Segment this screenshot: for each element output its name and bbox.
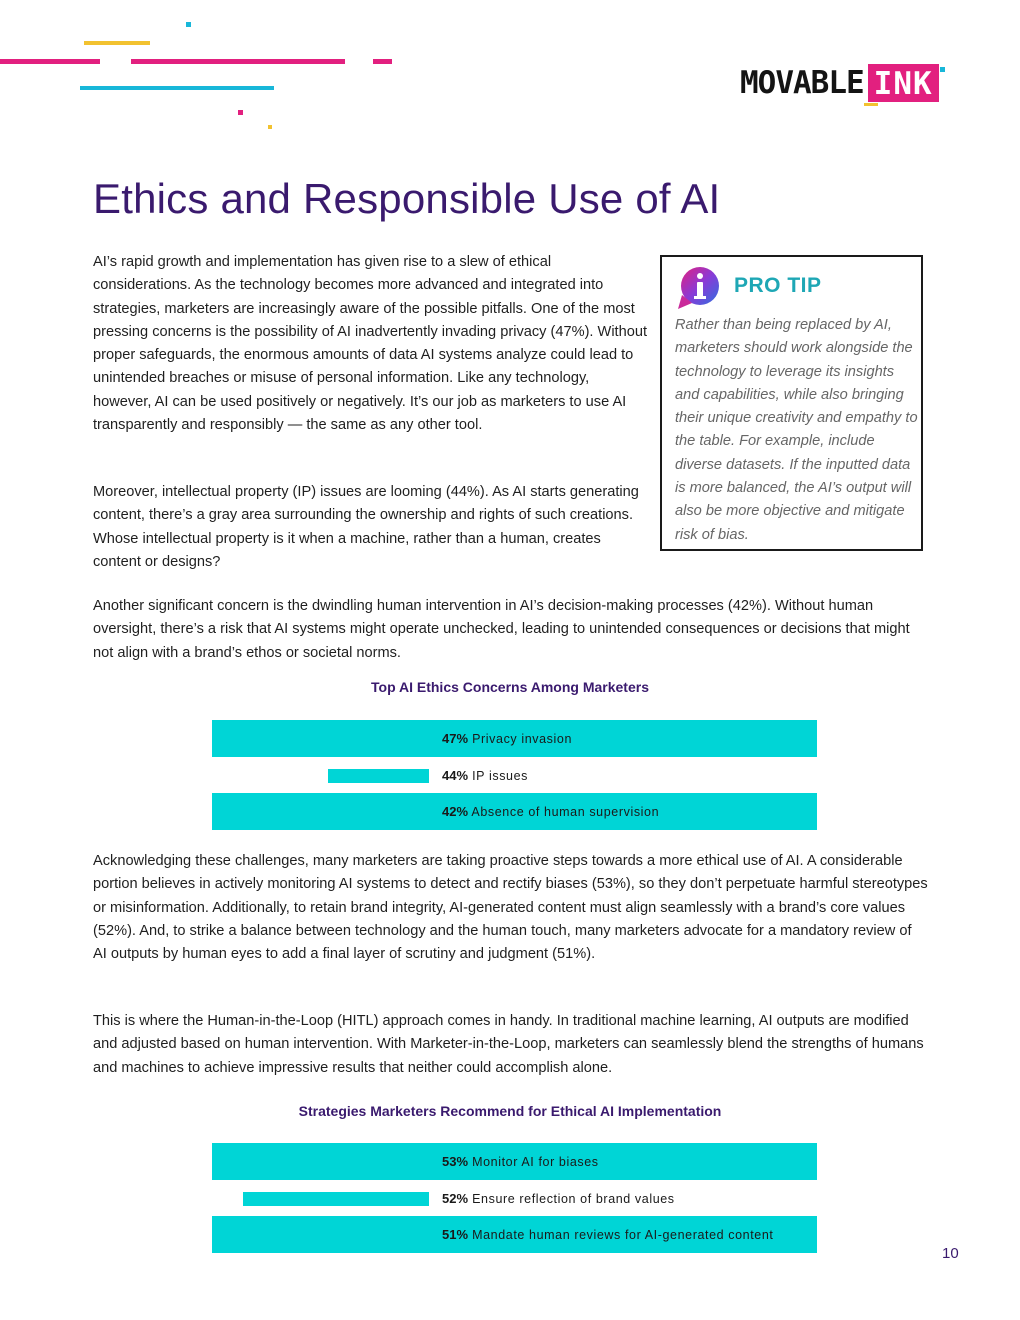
bar-row	[212, 1180, 817, 1217]
decorative-line-magenta	[373, 59, 392, 64]
decorative-line-magenta	[131, 59, 345, 64]
bar-label	[442, 793, 659, 830]
decorative-dot-magenta	[238, 110, 243, 115]
body-paragraph-2: Moreover, intellectual property (IP) issues are looming (44%). As AI starts generating content, there’s a gray area surrounding the ownership and rights of such creations. Whose intellectual property is it when a machine, rather than a human, creates content or designs?	[93, 484, 639, 570]
body-paragraph-5: This is where the Human-in-the-Loop (HITL) approach comes in handy. In traditional machine learning, AI outputs are modified and adjusted based on human intervention. With Marketer-in-the-Loop, marketers can seamlessly blend the strengths of humans and machines to achieve impressive results that neither could accomplish alone.	[93, 1013, 924, 1076]
bar-value-label: 52%	[442, 1191, 469, 1206]
body-paragraph-3: Another significant concern is the dwindling human intervention in AI’s decision-making processes (42%). Without human oversight, there’s a risk that AI systems might operate unchecked, leading to unintended consequences or decisions that might not align with a brand’s ethos or societal norms.	[93, 598, 910, 661]
bar-row	[212, 1143, 817, 1180]
bar-row	[212, 793, 817, 830]
bar-row	[212, 720, 817, 757]
logo-word: MOVABLE	[740, 65, 864, 101]
bar-label	[442, 1143, 599, 1180]
decorative-dot-yellow	[268, 125, 272, 129]
body-paragraph-4: Acknowledging these challenges, many marketers are taking proactive steps towards a more ethical use of AI. A considerable portion believes in actively monitoring AI systems to detect and rectify biases (53%), so they don’t perpetuate harmful stereotypes or misinformation. Additionally, to retain brand integrity, AI-generated content must align seamlessly with a brand’s core values (52%). And, to strike a balance between technology and the human touch, many marketers advocate for a mandatory review of AI outputs by human eyes to add a final layer of scrutiny and judgment (51%).	[93, 853, 928, 963]
decorative-line-cyan	[80, 86, 274, 90]
decorative-line-yellow	[84, 41, 150, 45]
bar-value-label: 47%	[442, 731, 469, 746]
bar-value-label: 51%	[442, 1227, 469, 1242]
bar-category-label: Absence of human supervision	[468, 805, 660, 819]
pro-tip-box	[660, 255, 923, 551]
decorative-dot-cyan	[186, 22, 191, 27]
bar-row	[212, 757, 817, 794]
bar-label	[442, 720, 572, 757]
pro-tip-body: Rather than being replaced by AI, marketers should work alongside the technology to leverage its insights and capabilities, while also bringing their unique creativity and empathy to the table. For example, include diverse datasets. If the inputted data is more balanced, the AI’s output will also be more objective and mitigate risk of bias.	[675, 317, 918, 543]
bar-label	[442, 757, 528, 794]
bar-category-label: IP issues	[468, 769, 528, 783]
bar-category-label: Ensure reflection of brand values	[468, 1192, 675, 1206]
bar-value-label: 53%	[442, 1154, 469, 1169]
body-paragraph-1: AI’s rapid growth and implementation has given rise to a slew of ethical considerations. As the technology becomes more advanced and integrated into strategies, marketers are increasingly aware of the possible pitfalls. One of the most pressing concerns is the possibility of AI inadvertently invading privacy (47%). Without proper safeguards, the enormous amounts of data AI systems analyze could lead to unintended breaches or misuse of personal information. Like any technology, however, AI can be used positively or negatively. It’s our job as marketers to use AI transparently and responsibly — the same as any other tool.	[93, 254, 648, 434]
chart-2-title: Strategies Marketers Recommend for Ethical AI Implementation	[298, 1103, 722, 1119]
bar-value-label: 42%	[442, 804, 469, 819]
chart-1-title: Top AI Ethics Concerns Among Marketers	[371, 679, 649, 695]
bar-category-label: Monitor AI for biases	[468, 1155, 599, 1169]
movable-ink-logo	[740, 60, 939, 106]
bar-row	[212, 1216, 817, 1253]
logo-accent: INK	[868, 64, 939, 102]
page-title: Ethics and Responsible Use of AI	[93, 175, 721, 222]
page-number: 10	[942, 1245, 959, 1262]
bar-label	[442, 1180, 675, 1217]
bar-value-label: 44%	[442, 768, 469, 783]
bar	[243, 1192, 429, 1206]
pro-tip-title: PRO TIP	[734, 274, 822, 297]
bar-category-label: Privacy invasion	[468, 732, 573, 746]
info-chat-icon	[676, 265, 722, 311]
bar-category-label: Mandate human reviews for AI-generated content	[468, 1228, 774, 1242]
bar-label	[442, 1216, 773, 1253]
bar	[328, 769, 429, 783]
decorative-line-magenta	[0, 59, 100, 64]
